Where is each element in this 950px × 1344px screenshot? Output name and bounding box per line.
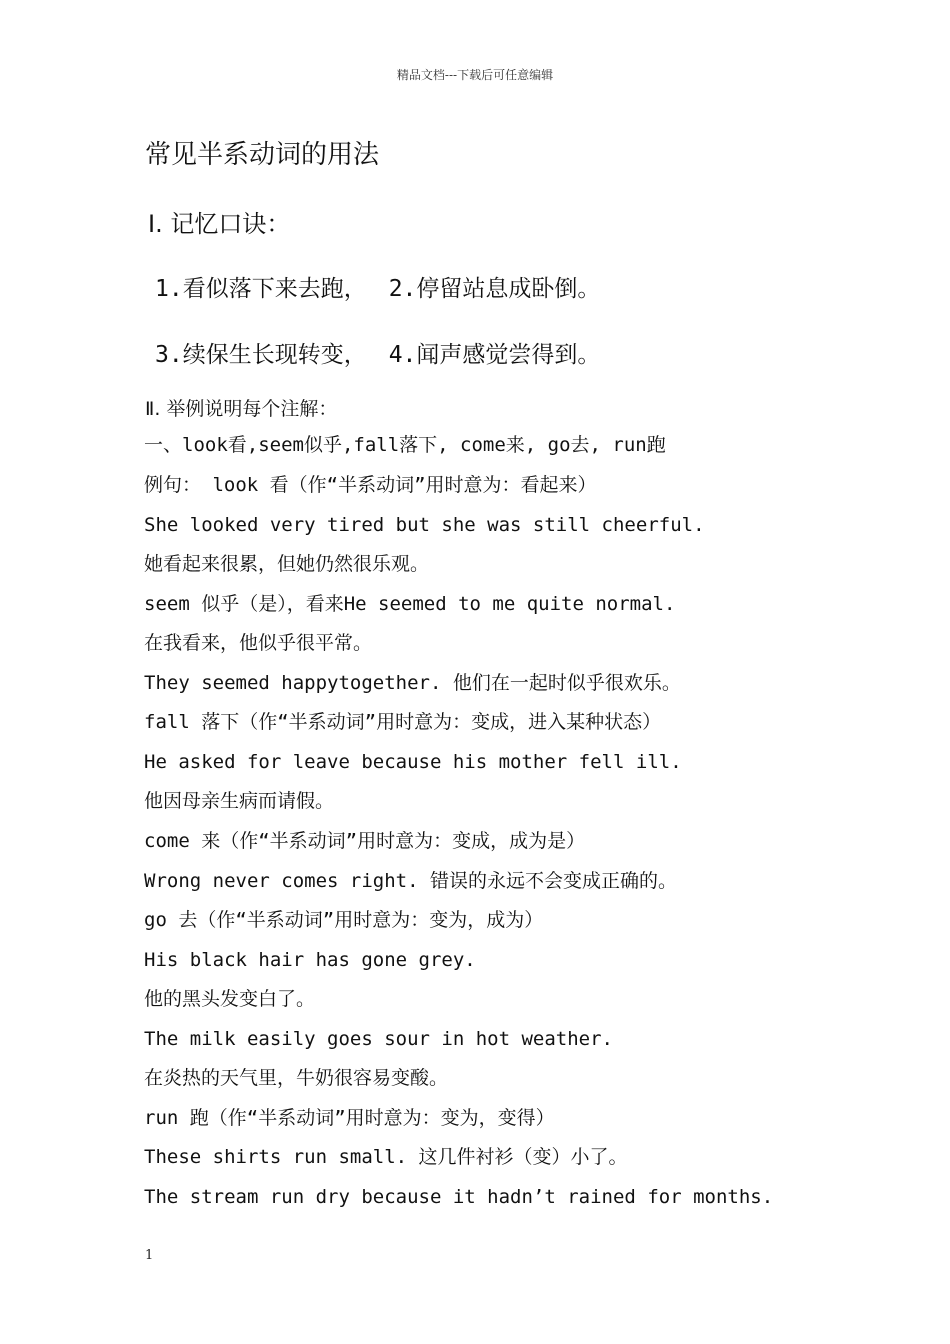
section-1-heading: Ⅰ. 记忆口诀：	[148, 210, 291, 238]
text-line: fall 落下（作“半系动词”用时意为：变成，进入某种状态）	[144, 711, 662, 733]
verse-1: 1.看似落下来去跑，	[155, 276, 367, 302]
verse-line-1	[155, 270, 600, 303]
text-line: come 来（作“半系动词”用时意为：变成，成为是）	[144, 830, 586, 852]
text-line: go 去（作“半系动词”用时意为：变为，成为）	[144, 909, 544, 931]
section-2-heading: Ⅱ. 举例说明每个注解：	[145, 398, 338, 420]
verse-line-2	[155, 336, 600, 369]
verse-2: 2.停留站息成卧倒。	[388, 276, 601, 302]
page-header: 精品文档---下载后可任意编辑	[396, 68, 554, 82]
text-line: Wrong never comes right. 错误的永远不会变成正确的。	[144, 870, 677, 892]
verse-3: 3.续保生长现转变，	[155, 342, 367, 368]
text-line: 在我看来，他似乎很平常。	[144, 632, 373, 654]
page-number: 1	[145, 1248, 154, 1263]
text-line: The stream run dry because it hadn’t rained for months.	[144, 1186, 774, 1208]
text-line: His black hair has gone grey.	[144, 949, 476, 971]
text-line: 一、look看,seem似乎,fall落下, come来, go去, run跑	[144, 434, 666, 456]
text-line: He asked for leave because his mother fell ill.	[144, 751, 682, 773]
text-line: seem 似乎（是），看来He seemed to me quite normal.	[144, 593, 676, 615]
text-line: run 跑（作“半系动词”用时意为：变为，变得）	[144, 1107, 555, 1129]
verse-4: 4.闻声感觉尝得到。	[388, 342, 601, 368]
text-line: They seemed happytogether. 他们在一起时似乎很欢乐。	[144, 672, 681, 694]
text-line: 他的黑头发变白了。	[144, 988, 316, 1010]
text-line: She looked very tired but she was still cheerful.	[144, 514, 705, 536]
text-line: 例句： look 看（作“半系动词”用时意为：看起来）	[144, 474, 597, 496]
text-line: These shirts run small. 这几件衬衫（变）小了。	[144, 1146, 628, 1168]
text-line: 他因母亲生病而请假。	[144, 790, 335, 812]
text-line: 在炎热的天气里，牛奶很容易变酸。	[144, 1067, 449, 1089]
document-title: 常见半系动词的用法	[145, 140, 380, 170]
text-line: The milk easily goes sour in hot weather.	[144, 1028, 613, 1050]
text-line: 她看起来很累，但她仍然很乐观。	[144, 553, 430, 575]
